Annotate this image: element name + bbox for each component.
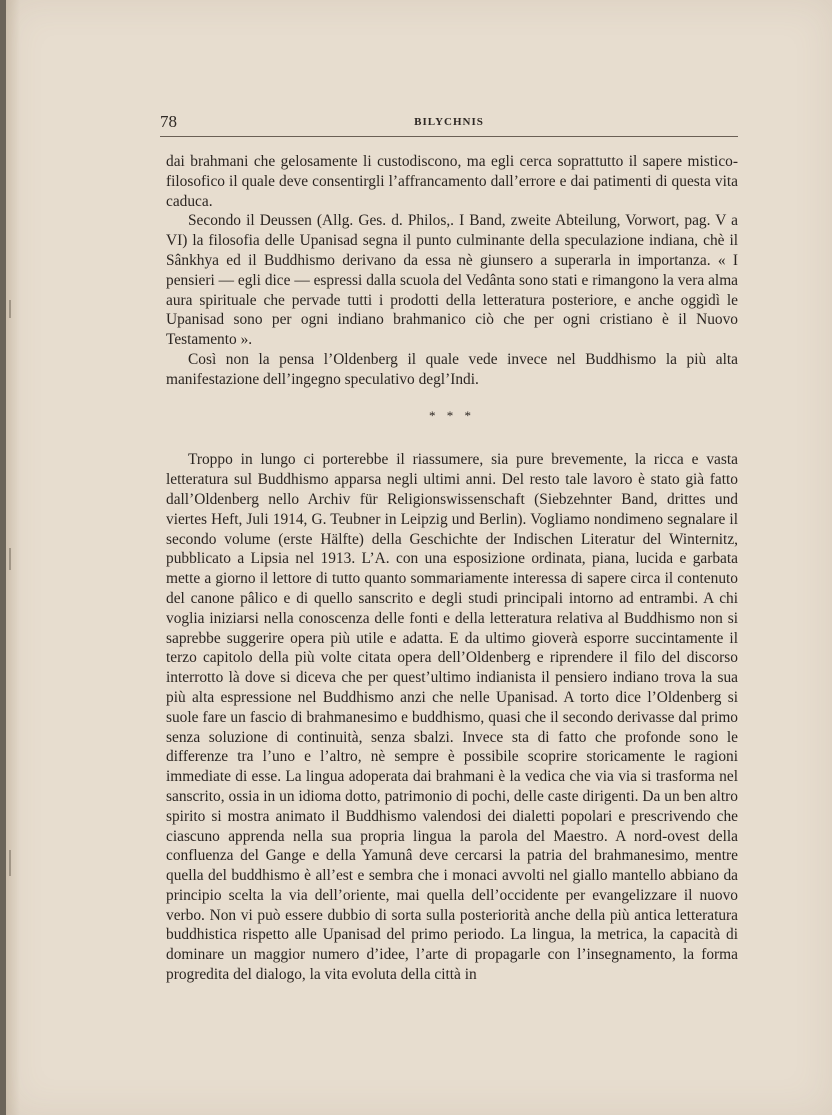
section-separator: * * * <box>429 407 475 423</box>
margin-mark <box>9 850 11 876</box>
page-number: 78 <box>160 112 177 131</box>
page-header <box>160 112 738 137</box>
paragraph: dai brahmani che gelosamente li custodiscono, ma egli cerca soprattutto il sapere mistico-filosofico il quale deve consentirgli l’affrancamento dall’errore e dai patimenti di questa vita caduca. <box>166 153 738 210</box>
paragraph: Secondo il Deussen (Allg. Ges. d. Philos,. I Band, zweite Abteilung, Vorwort, pag. V a VI) la filosofia delle Upanisad segna il punto culminante della speculazione indiana, chè il Sânkhya ed il Buddhismo derivano da essa nè giunsero a superarla in importanza. « I pensieri — egli dice — espressi dalla scuola del Vedânta sono stati e rimangono la vera alma aura spirituale che pervade tutti i prodotti della letteratura posteriore, e anche oggidì le Upanisad sono per ogni indiano brahmanico ciò che per ogni cristiano è il Nuovo Testamento ». <box>166 212 738 349</box>
running-head: BILYCHNIS <box>414 116 484 128</box>
text-body <box>166 152 738 985</box>
margin-mark <box>9 300 11 318</box>
paragraph: Così non la pensa l’Oldenberg il quale vede invece nel Buddhismo la più alta manifestazione dell’ingegno speculativo degl’Indi. <box>166 350 738 388</box>
margin-mark <box>9 548 11 570</box>
book-page <box>6 0 832 1115</box>
paragraph: Troppo in lungo ci porterebbe il riassumere, sia pure brevemente, la ricca e vasta letteratura sul Buddhismo apparsa negli ultimi anni. Del resto tale lavoro è stato già fatto dall’Oldenberg nello Archiv für Religionswissenschaft (Siebzehnter Band, drittes und viertes Heft, Juli 1914, G. Teubner in Leipzig und Berlin). Vogliamo nondimeno segnalare il secondo volume (erste Hälfte) della Geschichte der Indischen Literatur del Winternitz, pubblicato a Lipsia nel 1913. L’A. con una esposizione ordinata, piana, lucida e garbata mette a giorno il lettore di tutto quanto sommariamente interessa di sapere circa il contenuto del canone pâlico e di quello sanscrito e degli studi principali intorno ad entrambi. A chi voglia iniziarsi nella conoscenza delle fonti e della letteratura relativa al Buddhismo non si saprebbe suggerire opera più utile e adatta. E da ultimo gioverà esporre succintamente il terzo capitolo della più volte citata opera dell’Oldenberg e riprendere il filo del discorso interrotto là dove si diceva che per quest’ultimo indianista il pensiero indiano trova la sua più alta espressione nel Buddhismo anzi che nelle Upanisad. A torto dice l’Oldenberg si suole fare un fascio di brahmanesimo e buddhismo, quasi che il secondo derivasse dal primo senza soluzione di continuità, senza sbalzi. Invece sta di fatto che profonde sono le differenze tra l’uno e l’altro, nè sempre è possibile scoprire storicamente le ragioni immediate di esse. La lingua adoperata dai brahmani è la vedica che via via si trasforma nel sanscrito, ossia in un idioma dotto, patrimonio di pochi, delle caste dirigenti. Da un ben altro spirito si mostra animato il Buddhismo valendosi dei dialetti popolari e prescrivendo che ciascuno apprenda nella sua propria lingua la parola del Maestro. A nord-ovest della confluenza del Gange e della Yamunâ deve cercarsi la patria del brahmanesimo, mentre quella del buddhismo è all’est e sembra che i monaci avvolti nel giallo mantello abbiano da principio scelta la via dell’oriente, mai quella dell’occidente per evangelizzare il nuovo verbo. Non vi può essere dubbio di sorta sulla posteriorità anche della più antica letteratura buddhistica rispetto alle Upanisad del primo periodo. La lingua, la metrica, la capacità di dominare un maggior numero d’idee, l’arte di propagarle con l’insegnamento, la forma progredita del dialogo, la vita evoluta della città in <box>166 451 738 984</box>
